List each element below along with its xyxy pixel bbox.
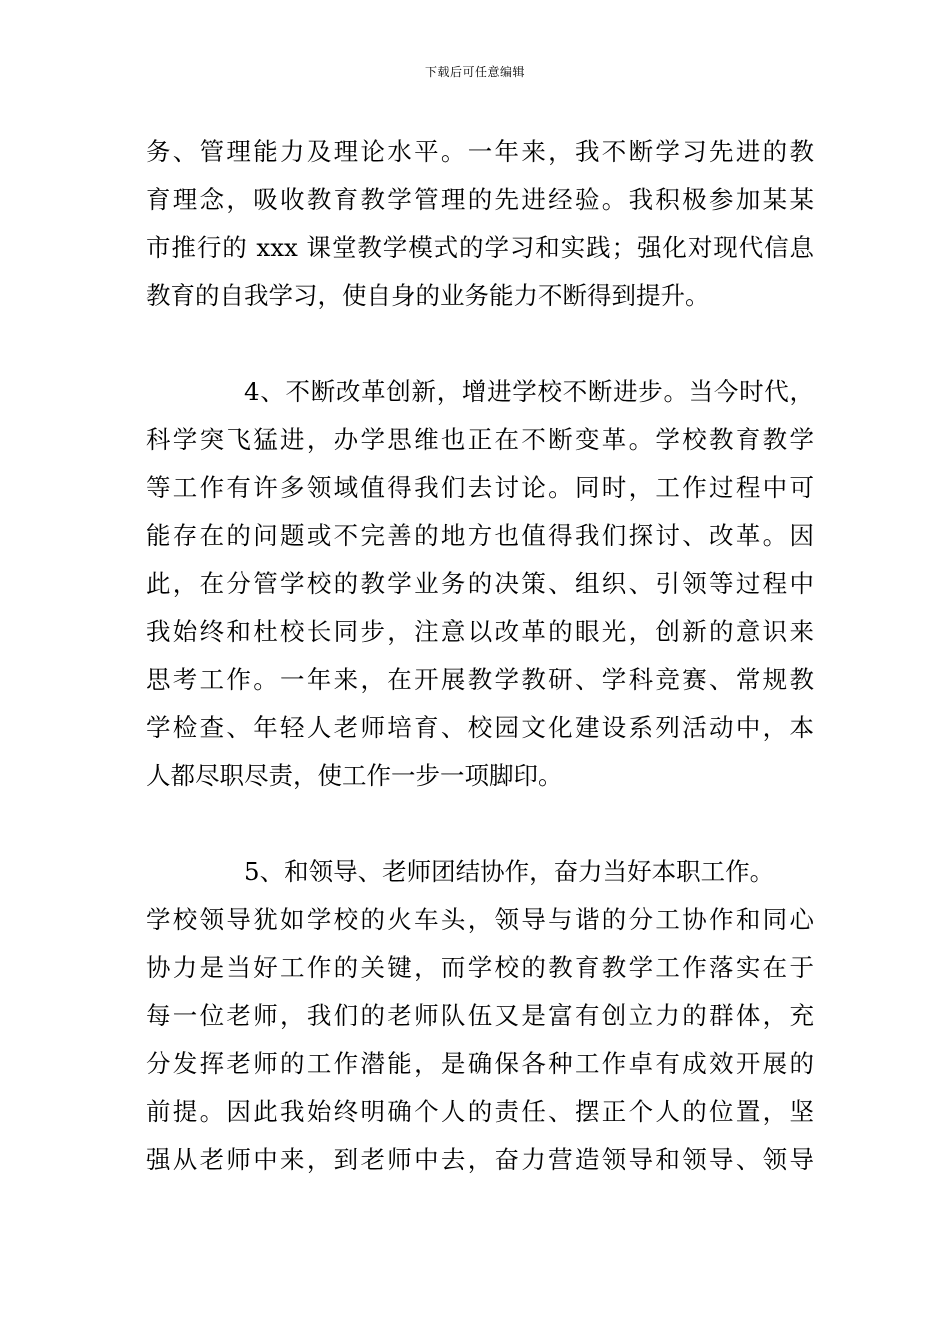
page-header: 下载后可任意编辑: [424, 65, 525, 79]
paragraph-spacer: [146, 320, 814, 368]
paragraph-2-line-6: 我始终和杜校长同步，注意以改革的眼光，创新的意识来: [146, 617, 814, 646]
paragraph-2-line-8: 学检查、年轻人老师培育、校园文化建设系列活动中，本: [146, 713, 814, 742]
paragraph-2-line-3: 等工作有许多领域值得我们去讨论。同时，工作过程中可: [146, 473, 814, 502]
paragraph-2-line-1: 4、不断改革创新，增进学校不断进步。当今时代，: [244, 377, 814, 406]
paragraph-3-line-2: 学校领导犹如学校的火车头，领导与谐的分工协作和同心: [146, 905, 814, 934]
document-body: [146, 128, 814, 1184]
paragraph-3-line-4: 每一位老师，我们的老师队伍又是富有创立力的群体，充: [146, 1001, 814, 1030]
paragraph-2-line-9: 人都尽职尽责，使工作一步一项脚印。: [146, 761, 563, 790]
paragraph-2-line-4: 能存在的问题或不完善的地方也值得我们探讨、改革。因: [146, 521, 814, 550]
paragraph-3-line-6: 前提。因此我始终明确个人的责任、摆正个人的位置，坚: [146, 1097, 814, 1126]
paragraph-2-line-5: 此，在分管学校的教学业务的决策、组织、引领等过程中: [146, 569, 814, 598]
paragraph-1-line-2: 育理念，吸收教育教学管理的先进经验。我积极参加某某: [146, 185, 814, 214]
paragraph-2-line-7: 思考工作。一年来，在开展教学教研、学科竞赛、常规教: [146, 665, 814, 694]
paragraph-2-line-2: 科学突飞猛进，办学思维也正在不断变革。学校教育教学: [146, 425, 814, 454]
paragraph-1-line-1: 务、管理能力及理论水平。一年来，我不断学习先进的教: [146, 137, 814, 166]
paragraph-3-line-5: 分发挥老师的工作潜能，是确保各种工作卓有成效开展的: [146, 1049, 814, 1078]
paragraph-spacer: [146, 800, 814, 848]
paragraph-3-line-1: 5、和领导、老师团结协作，奋力当好本职工作。: [244, 857, 775, 886]
paragraph-3-line-3: 协力是当好工作的关键，而学校的教育教学工作落实在于: [146, 953, 814, 982]
paragraph-3-line-7: 强从老师中来，到老师中去，奋力营造领导和领导、领导: [146, 1145, 814, 1174]
paragraph-1-line-3: 市推行的 xxx 课堂教学模式的学习和实践；强化对现代信息: [146, 233, 814, 262]
paragraph-1-line-4: 教育的自我学习，使自身的业务能力不断得到提升。: [146, 281, 710, 310]
